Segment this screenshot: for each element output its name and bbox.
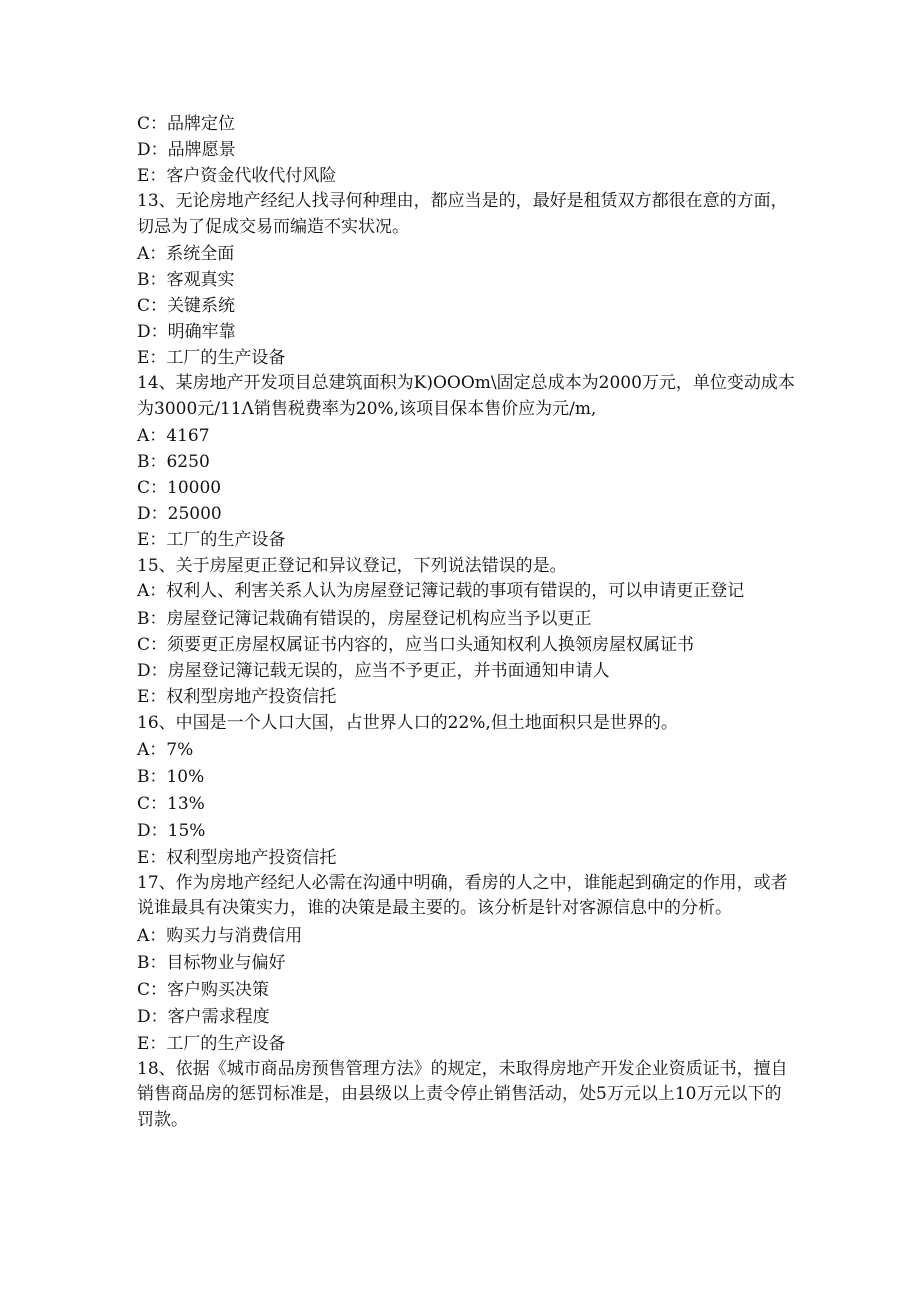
question-16: 16、中国是一个人口大国，占世界人口的22%,但土地面积只是世界的。 xyxy=(137,712,678,733)
option-13d: D：品牌愿景 xyxy=(137,140,236,160)
option-a: A：购买力与消费信用 xyxy=(137,925,303,946)
option-b: B：10% xyxy=(137,766,205,787)
option-b: B：房屋登记簿记栽确有错误的，房屋登记机构应当予以更正 xyxy=(137,608,592,629)
question-18: 18、依据《城市商品房预售管理方法》的规定，未取得房地产开发企业资质证书，擅自销售商品房的惩罚标准是，由县级以上责令停止销售活动，处5万元以上10万元以下的罚款。 xyxy=(137,1058,788,1130)
option-a: A：7% xyxy=(137,739,194,760)
option-a: A：4167 xyxy=(137,426,210,446)
option-d: D：明确牢靠 xyxy=(137,322,236,342)
option-d: D：15% xyxy=(137,820,206,841)
question-13: 13、无论房地产经纪人找寻何种理由，都应当是的，最好是租赁双方都很在意的方面，切忌为了促成交易而编造不实状况。 xyxy=(137,191,788,237)
option-d: D：客户需求程度 xyxy=(137,1006,270,1027)
option-e: E：工厂的生产设备 xyxy=(137,530,286,550)
option-d: D：房屋登记簿记载无误的，应当不予更正，并书面通知申请人 xyxy=(137,660,610,681)
question-15: 15、关于房屋更正登记和异议登记，下列说法错误的是。 xyxy=(137,556,567,576)
question-17: 17、作为房地产经纪人必需在沟通中明确，看房的人之中，谁能起到确定的作用，或者说谁最具有决策实力，谁的决策是最主要的。该分析是针对客源信息中的分析。 xyxy=(137,872,788,918)
option-b: B：目标物业与偏好 xyxy=(137,952,286,973)
option-c: C：关键系统 xyxy=(137,296,236,316)
option-c: C：10000 xyxy=(137,478,222,498)
document-body xyxy=(137,111,797,1133)
question-14: 14、某房地产开发项目总建筑面积为K)OOOm\固定总成本为2000万元，单位变动成本为3000元/11Λ销售税费率为20%,该项目保本售价应为元∕m, xyxy=(137,373,795,419)
option-a: A：权利人、利害关系人认为房屋登记簿记载的事项有错误的，可以申请更正登记 xyxy=(137,581,745,601)
option-b: B：客观真实 xyxy=(137,270,235,290)
option-b: B：6250 xyxy=(137,452,210,472)
option-e: E：权利型房地产投资信托 xyxy=(137,847,337,868)
option-e: E：权利型房地产投资信托 xyxy=(137,686,337,707)
option-a: A：系统全面 xyxy=(137,244,235,264)
option-c: C：客户购买决策 xyxy=(137,979,270,1000)
option-e: E：工厂的生产设备 xyxy=(137,348,286,368)
option-13e: E：客户资金代收代付风险 xyxy=(137,166,337,186)
option-c: C：须要更正房屋权属证书内容的，应当口头通知权利人换领房屋权属证书 xyxy=(137,634,695,655)
option-d: D：25000 xyxy=(137,504,222,524)
option-e: E：工厂的生产设备 xyxy=(137,1033,286,1054)
option-c: C：13% xyxy=(137,793,205,814)
option-13c: C：品牌定位 xyxy=(137,114,236,134)
